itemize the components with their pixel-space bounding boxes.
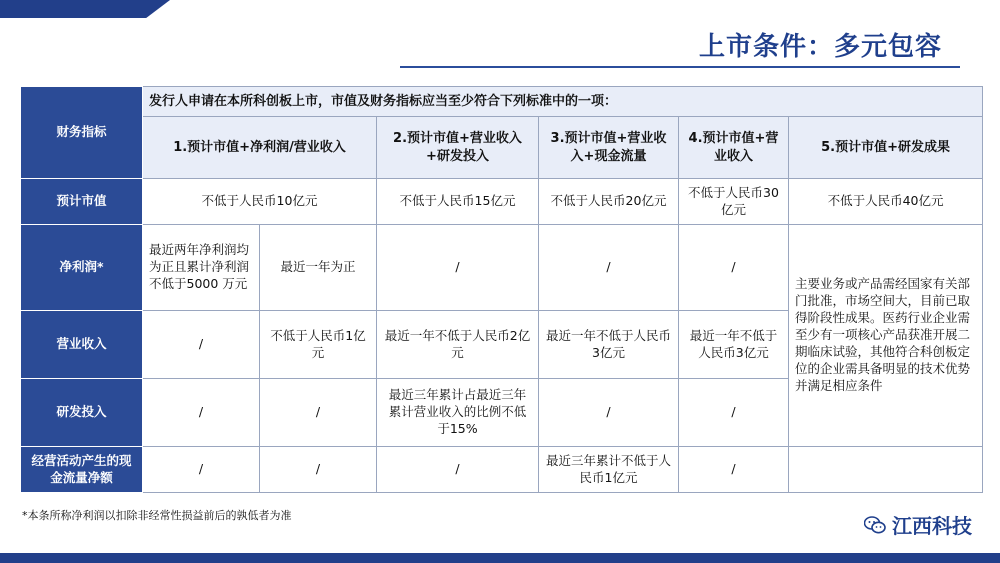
row-header-market-cap: 预计市值	[21, 179, 143, 225]
page-title: 上市条件：多元包容	[698, 32, 942, 62]
market-cap-cell-5: 不低于人民币40亿元	[789, 179, 983, 225]
brand-name: 江西科技	[892, 514, 972, 538]
market-cap-cell-2: 不低于人民币15亿元	[377, 179, 539, 225]
cash-flow-cell-5	[789, 447, 983, 493]
cash-flow-cell-4: /	[679, 447, 789, 493]
bottom-bar	[0, 553, 1000, 563]
net-profit-cell-3: /	[539, 225, 679, 311]
revenue-cell-2: 最近一年不低于人民币2亿元	[377, 311, 539, 379]
rnd-cell-3: /	[539, 379, 679, 447]
rnd-cell-1b: /	[260, 379, 377, 447]
title-underline	[400, 66, 960, 68]
net-profit-cell-1a: 最近两年净利润均为正且累计净利润不低于5000 万元	[143, 225, 260, 311]
standard-header-4: 4.预计市值+营业收入	[679, 117, 789, 179]
market-cap-cell-4: 不低于人民币30亿元	[679, 179, 789, 225]
standard-header-2: 2.预计市值+营业收入+研发投入	[377, 117, 539, 179]
rnd-cell-2: 最近三年累计占最近三年累计营业收入的比例不低于15%	[377, 379, 539, 447]
market-cap-cell-1: 不低于人民币10亿元	[143, 179, 377, 225]
standard-header-3: 3.预计市值+营业收入+现金流量	[539, 117, 679, 179]
cash-flow-cell-3: 最近三年累计不低于人民币1亿元	[539, 447, 679, 493]
corner-accent	[0, 0, 170, 18]
market-cap-cell-3: 不低于人民币20亿元	[539, 179, 679, 225]
standard-5-detail: 主要业务或产品需经国家有关部门批准，市场空间大，目前已取得阶段性成果。医药行业企业需至少有一项核心产品获准开展二期临床试验，其他符合科创板定位的企业需具备明显的技术优势并满足相应条件	[789, 225, 983, 447]
net-profit-cell-1b: 最近一年为正	[260, 225, 377, 311]
revenue-cell-4: 最近一年不低于人民币3亿元	[679, 311, 789, 379]
brand-watermark	[864, 510, 972, 539]
revenue-cell-1a: /	[143, 311, 260, 379]
wechat-icon	[864, 516, 886, 534]
rnd-cell-4: /	[679, 379, 789, 447]
standard-header-1: 1.预计市值+净利润/营业收入	[143, 117, 377, 179]
revenue-cell-1b: 不低于人民币1亿元	[260, 311, 377, 379]
cash-flow-cell-2: /	[377, 447, 539, 493]
standard-header-5: 5.预计市值+研发成果	[789, 117, 983, 179]
net-profit-cell-2: /	[377, 225, 539, 311]
row-header-cash-flow: 经营活动产生的现金流量净额	[21, 447, 143, 493]
listing-standards-table	[20, 86, 983, 493]
revenue-cell-3: 最近一年不低于人民币3亿元	[539, 311, 679, 379]
row-header-net-profit: 净利润*	[21, 225, 143, 311]
row-header-rnd: 研发投入	[21, 379, 143, 447]
cash-flow-cell-1a: /	[143, 447, 260, 493]
cash-flow-cell-1b: /	[260, 447, 377, 493]
footnote: *本条所称净利润以扣除非经常性损益前后的孰低者为准	[22, 509, 292, 522]
rnd-cell-1a: /	[143, 379, 260, 447]
row-header-financial-indicators: 财务指标	[21, 87, 143, 179]
row-header-revenue: 营业收入	[21, 311, 143, 379]
net-profit-cell-4: /	[679, 225, 789, 311]
table-lead-text: 发行人申请在本所科创板上市，市值及财务指标应当至少符合下列标准中的一项：	[143, 87, 983, 117]
